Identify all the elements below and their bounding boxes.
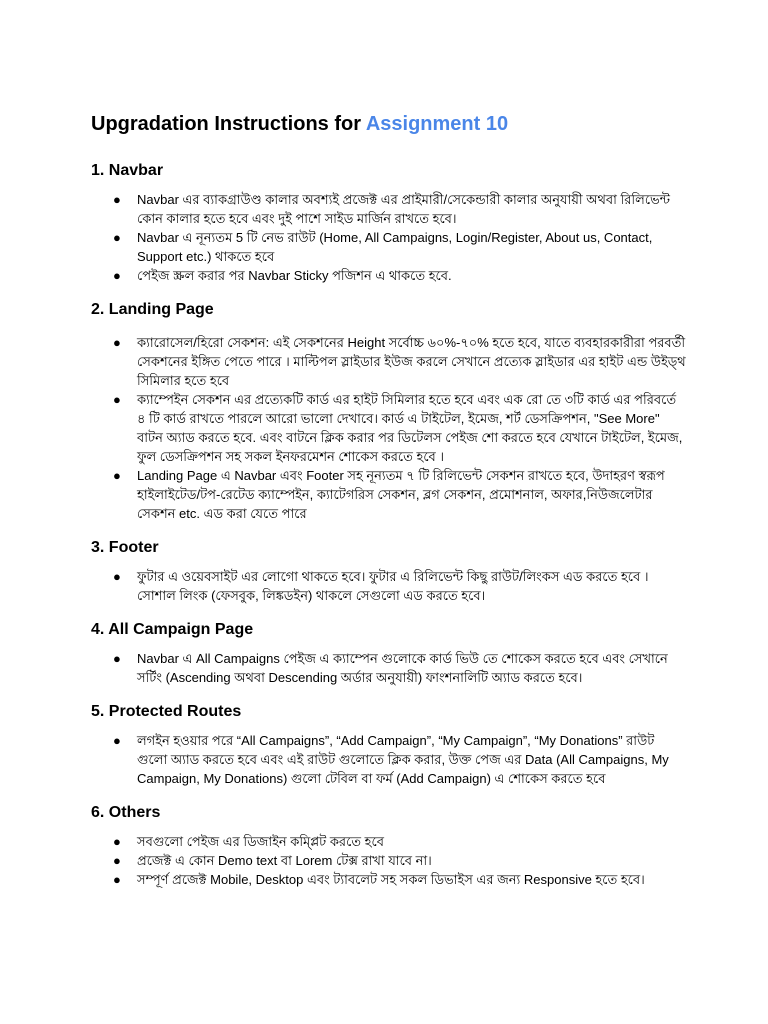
list-item-text: প্রজেক্ট এ কোন Demo text বা Lorem টেক্স রাখা যাবে না।	[137, 853, 432, 868]
document-title	[91, 110, 688, 138]
list-item-text: সম্পূর্ণ প্রজেক্ট Mobile, Desktop এবং ট্যাবলেট সহ সকল ডিভাইস এর জন্য Responsive হতে হবে।	[137, 872, 645, 887]
bullet-icon: ●	[113, 192, 121, 207]
list-item-text: লগইন হওয়ার পরে “All Campaigns”, “Add Campaign”, “My Campaign”, “My Donations” রাউট গুলো অ্যাড করতে হবে এবং এই রাউট গুলোতে ক্লিক করার, উক্ত পেজ এর Data (All Campaigns, My Campaign, My Donations) গুলো টেবিল বা ফর্ম (Add Campaign) এ শোকেস করতে হবে	[137, 733, 669, 786]
section-heading: 2. Landing Page	[91, 301, 214, 318]
bullet-icon: ●	[113, 230, 121, 245]
bullet-icon: ●	[113, 834, 121, 849]
list-item-text: Landing Page এ Navbar এবং Footer সহ নূন্যতম ৭ টি রিলিভেন্ট সেকশন রাখতে হবে, উদাহরণ স্বরূপ হাইলাইটেড/টপ-রেটেড ক্যাম্পেইন, ক্যাটেগরিস সেকশন, ব্লগ সেকশন, প্রমোশনাল, অফার,নিউজলেটার সেকশন etc. এড করা যেতে পারে	[137, 468, 665, 521]
list-item	[91, 731, 688, 788]
list-item	[91, 390, 688, 466]
section-heading: 5. Protected Routes	[91, 703, 242, 720]
title-accent: Assignment 10	[365, 113, 509, 135]
list-item	[91, 649, 688, 687]
list-item	[91, 228, 688, 266]
list-item	[91, 832, 688, 851]
section-heading: 3. Footer	[91, 539, 159, 556]
bullet-icon: ●	[113, 468, 121, 483]
bullet-list	[91, 190, 688, 285]
bullet-icon: ●	[113, 392, 121, 407]
bullet-icon: ●	[113, 733, 121, 748]
list-item	[91, 851, 688, 870]
list-item-text: Navbar এ All Campaigns পেইজ এ ক্যাম্পেন গুলোকে কার্ড ভিউ তে শোকেস করতে হবে এবং সেখানে সর্টিং (Ascending অথবা Descending অর্ডার অনুযায়ী) ফাংশনালিটি অ্যাড করতে হবে।	[137, 651, 668, 685]
bullet-icon: ●	[113, 872, 121, 887]
section-protected-routes	[91, 701, 688, 788]
list-item-text: Navbar এ নূন্যতম 5 টি নেভ রাউট (Home, All Campaigns, Login/Register, About us, Contact, Support etc.) থাকতে হবে	[137, 230, 653, 264]
list-item-text: ক্যাম্পেইন সেকশন এর প্রত্যেকটি কার্ড এর হাইট সিমিলার হতে হবে এবং এক রো তে ৩টি কার্ড এর পরিবর্তে ৪ টি কার্ড রাখতে পারলে আরো ভালো দেখাবে। কার্ড এ টাইটেল, ইমেজ, শর্ট ডেসক্রিপশন, "See More" বাটন অ্যাড করতে হবে. এবং বাটনে ক্লিক করার পর ডিটেলস পেইজ শো করতে হবে যেখানে টাইটেল, ইমেজ, ফুল ডেসক্রিপশন সহ সকল ইনফরমেশন শোকেস করতে হবে ।	[137, 392, 683, 464]
section-heading: 6. Others	[91, 804, 161, 821]
section-footer	[91, 537, 688, 605]
bullet-list	[91, 649, 688, 687]
list-item-text: ক্যারোসেল/হিরো সেকশন: এই সেকশনের Height সর্বোচ্চ ৬০%-৭০% হতে হবে, যাতে ব্যবহারকারীরা পরবর্তী সেকশনের ইঙ্গিত পেতে পারে । মাল্টিপল স্লাইডার ইউজ করলে সেখানে প্রত্যেক স্লাইডার এর হাইট এন্ড উইড্থ সিমিলার হতে হবে	[137, 335, 686, 388]
list-item-text: পেইজ স্ক্রল করার পর Navbar Sticky পজিশন এ থাকতে হবে.	[137, 268, 452, 283]
section-heading: 1. Navbar	[91, 162, 164, 179]
bullet-list	[91, 832, 688, 889]
list-item	[91, 266, 688, 285]
list-item	[91, 567, 688, 605]
section-others	[91, 802, 688, 889]
bullet-list	[91, 333, 688, 523]
list-item-text: Navbar এর ব্যাকগ্রাউণ্ড কালার অবশ্যই প্রজেক্ট এর প্রাইমারী/সেকেন্ডারী কালার অনুযায়ী অথবা রিলিভেন্ট কোন কালার হতে হবে এবং দুই পাশে সাইড মার্জিন রাখতে হবে।	[137, 192, 670, 226]
bullet-icon: ●	[113, 335, 121, 350]
section-all-campaign-page	[91, 619, 688, 687]
bullet-list	[91, 567, 688, 605]
list-item	[91, 466, 688, 523]
bullet-icon: ●	[113, 651, 121, 666]
bullet-list	[91, 731, 688, 788]
list-item	[91, 870, 688, 889]
bullet-icon: ●	[113, 853, 121, 868]
section-heading: 4. All Campaign Page	[91, 621, 254, 638]
section-landing-page	[91, 299, 688, 523]
section-navbar	[91, 160, 688, 285]
bullet-icon: ●	[113, 569, 121, 584]
list-item	[91, 333, 688, 390]
bullet-icon: ●	[113, 268, 121, 283]
list-item	[91, 190, 688, 228]
title-prefix: Upgradation Instructions for	[91, 113, 366, 135]
list-item-text: ফুটার এ ওয়েবসাইট এর লোগো থাকতে হবে। ফুটার এ রিলিভেন্ট কিছু রাউট/লিংকস এড করতে হবে । সোশাল লিংক (ফেসবুক, লিঙ্কডইন) থাকলে সেগুলো এড করতে হবে।	[137, 569, 649, 603]
list-item-text: সবগুলো পেইজ এর ডিজাইন কম্প্লিট করতে হবে	[137, 834, 384, 849]
